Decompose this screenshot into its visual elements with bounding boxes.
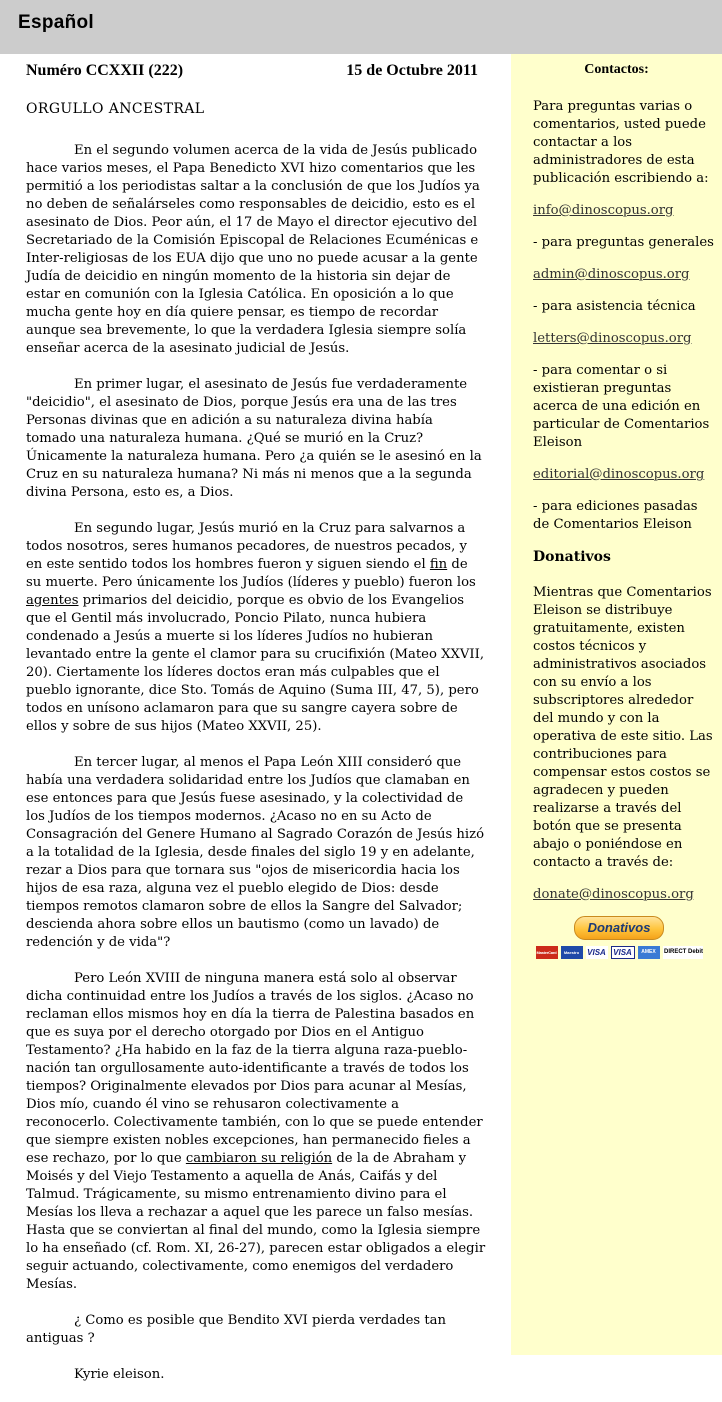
- closing-line: Kyrie eleison.: [74, 1367, 165, 1382]
- donate-area: [523, 916, 715, 940]
- underlined-agentes: agentes: [26, 593, 79, 608]
- article-paragraph: [26, 970, 486, 1294]
- underlined-fin: fin: [429, 557, 448, 572]
- article-paragraph: ¿ Como es posible que Bendito XVI pierda verdades tan antiguas ?: [26, 1313, 447, 1346]
- issue-number: Numéro CCXXII (222): [26, 62, 184, 79]
- paragraph-text: de la de Abraham y Moisés y del Viejo Testamento a aquella de Anás, Caifás y del Talmud. Trágicamente, su mismo entrenamiento divino para el Mesías los lleva a rechazar a aquel que les parece un falso mesías. Hasta que se conviertan al final del mundo, como la Iglesia siempre lo ha enseñado (cf. Rom. XI, 26-27), parecen estar obligados a elegir seguir actuando, colectivamente, como enemigos del verdadero Mesías.: [26, 1151, 486, 1292]
- paragraph-text: Pero León XVIII de ninguna manera está solo al observar dicha continuidad entre los Judíos a través de los siglos. ¿Acaso no reclaman ellos mismos hoy en día la tierra de Palestina basados en que es suya por el derecho otorgado por Dios en el Antiguo Testamento? ¿Ha habido en la faz de la tierra alguna raza-pueblo-nación tan orgullosamente auto-identificante a través de todos los tiempos? Originalmente elevados por Dios para acunar al Mesías, Dios mío, cuando él vino se rehusaron colectivamente a reconocerlo. Colectivamente también, con lo que se puede entender que siempre existen nobles excepciones, han permanecido fieles a ese rechazo, por lo que: [26, 971, 483, 1166]
- email-link-info[interactable]: info@dinoscopus.org: [533, 203, 674, 218]
- direct-debit-label: DIRECT Debit: [664, 949, 703, 955]
- article-paragraph: En tercer lugar, al menos el Papa León XIII consideró que había una verdadera solidaridad entre los Judíos que clamaban en ese entonces para que Jesús fuese asesinado, y la colectividad de los Judíos de los tiempos modernos. ¿Acaso no en su Acto de Consagración del Genere Humano al Sagrado Corazón de Jesús hizó a la totalidad de la Iglesia, desde finales del siglo 19 y en adelante, rezar a Dios para que tornara sus "ojos de misericordia hacia los hijos de esa raza, alguna vez el pueblo elegido de Dios: desde tiempos remotos clamaron sobre de ellos la Sangre del Salvador; descienda ahora sobre ellos un bautismo (como un lavado) de redención y de vida"?: [26, 755, 485, 950]
- amex-icon: AMEX: [638, 946, 660, 959]
- contact-description: - para comentar o si existieran preguntas acerca de una edición en particular de Comentarios Eleison: [533, 363, 710, 450]
- direct-debit-icon: [663, 946, 703, 959]
- visa-electron-icon: VISA: [611, 946, 635, 959]
- contact-description: - para preguntas generales: [533, 235, 714, 250]
- donations-text: Mientras que Comentarios Eleison se distribuye gratuitamente, existen costos técnicos y administrativos asociados con su envío a los subscriptores alrededor del mundo y con la operativa de este sitio. Las contribuciones para compensar estos costos se agradecen y pueden realizarse a través del botón que se presenta abajo o poniéndose en contacto a través de:: [533, 585, 713, 870]
- paragraph-text: primarios del deicidio, porque es obvio de los Evangelios que el Gentil más involucrado, Poncio Pilato, nunca hubiera condenado a Jesús a muerte si los líderes Judíos no hubieran levantado entre la gente el clamor para su crucifixión (Mateo XXVII, 20). Ciertamente los líderes doctos eran más culpables que el pueblo ignorante, dice Sto. Tomás de Aquino (Suma III, 47, 5), pero todos en unísono aclamaron para que su sangre cayera sobre de ellos y sobre de sus hijos (Mateo XXVII, 25).: [26, 593, 485, 734]
- mastercard-icon: MasterCard: [536, 946, 558, 959]
- email-link-editorial[interactable]: editorial@dinoscopus.org: [533, 467, 705, 482]
- language-title: Español: [18, 12, 95, 33]
- email-link-letters[interactable]: letters@dinoscopus.org: [533, 331, 692, 346]
- donations-heading: Donativos: [533, 549, 611, 565]
- paragraph-text: de su muerte. Pero únicamente los Judíos (líderes y pueblo) fueron los: [26, 557, 476, 590]
- article-paragraph: En el segundo volumen acerca de la vida de Jesús publicado hace varios meses, el Papa Benedicto XVI hizo comentarios que les permitió a los periodistas saltar a la conclusión de que los Judíos ya no deben de señalárseles como responsables de deicidio, esto es el asesinato de Dios. Peor aún, el 17 de Mayo el director ejecutivo del Secretariado de la Comisión Episcopal de Relaciones Ecuménicas e Inter-religiosas de los EUA dijo que uno no puede acusar a la gente Judía de deicidio en ningún momento de la historia sin dejar de estar en comunión con la Iglesia Católica. En oposición a lo que mucha gente hoy en día quiere pensar, es tiempo de recordar aunque sea brevemente, lo que la verdadera Iglesia siempre solía enseñar acerca de la asesinato judicial de Jesús.: [26, 143, 480, 356]
- email-link-donate[interactable]: donate@dinoscopus.org: [533, 887, 694, 902]
- article-column: [0, 54, 511, 1382]
- article-paragraph: [26, 520, 486, 736]
- paragraph-text: En segundo lugar, Jesús murió en la Cruz para salvarnos a todos nosotros, seres humanos pecadores, de nuestros pecados, y en este sentido todos los hombres fueron y siguen siendo el: [26, 521, 467, 572]
- contacts-heading: Contactos:: [584, 62, 649, 77]
- email-link-admin[interactable]: admin@dinoscopus.org: [533, 267, 690, 282]
- contact-description: - para ediciones pasadas de Comentarios Eleison: [533, 499, 698, 532]
- article-body: [26, 142, 486, 1402]
- article-title: ORGULLO ANCESTRAL: [26, 101, 205, 117]
- contacts-intro: Para preguntas varias o comentarios, usted puede contactar a los administradores de esta publicación escribiendo a:: [533, 99, 709, 186]
- visa-icon: VISA: [587, 948, 606, 957]
- donate-button[interactable]: Donativos: [574, 916, 664, 940]
- issue-date: 15 de Octubre 2011: [346, 62, 478, 79]
- article-paragraph: En primer lugar, el asesinato de Jesús fue verdaderamente "deicidio", el asesinato de Dios, porque Jesús era una de las tres Personas divinas que en adición a su naturaleza divina había tomado una naturaleza humana. ¿Qué se murió en la Cruz? Únicamente la naturaleza humana. Pero ¿a quién se le asesinó en la Cruz en su naturaleza humana? Ni más ni menos que a la segunda divina Persona, esto es, a Dios.: [26, 377, 482, 500]
- underlined-cambiaron-su-religion: cambiaron su religión: [185, 1151, 333, 1166]
- maestro-icon: Maestro: [561, 946, 583, 959]
- payment-cards: [523, 946, 715, 959]
- contacts-sidebar: [511, 54, 722, 1355]
- sidebar-content: [533, 98, 715, 959]
- language-header: [0, 0, 722, 54]
- contact-description: - para asistencia técnica: [533, 299, 696, 314]
